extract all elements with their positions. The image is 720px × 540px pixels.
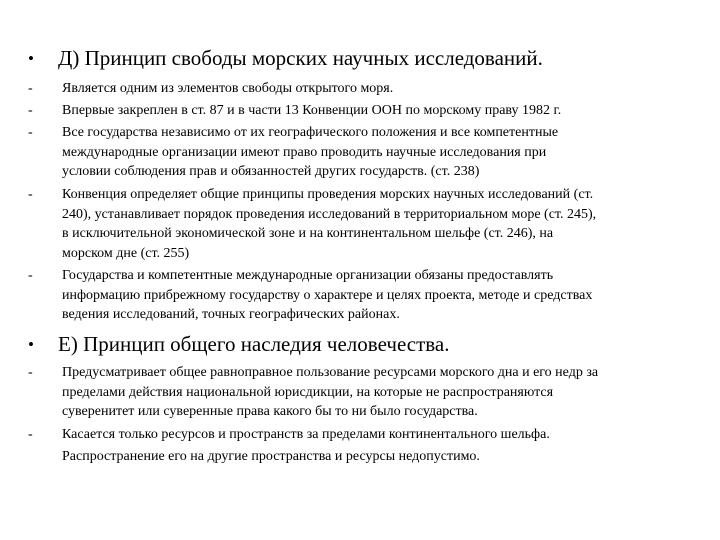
section-d-item-1 bbox=[28, 79, 688, 99]
dash-icon: - bbox=[28, 427, 33, 442]
dash-icon: - bbox=[28, 268, 33, 283]
item-line: Все государства независимо от их географического положения и все компетентные bbox=[62, 125, 559, 140]
item-line: Предусматривает общее равноправное пользование ресурсами морского дна и его недр за bbox=[62, 365, 599, 380]
section-e-closing-line: Распространение его на другие пространства и ресурсы недопустимо. bbox=[62, 449, 480, 464]
section-e-heading bbox=[28, 331, 450, 358]
dash-icon: - bbox=[28, 103, 33, 118]
item-line: морском дне (ст. 255) bbox=[62, 245, 190, 261]
item-line: Касается только ресурсов и пространств за пределами континентального шельфа. bbox=[62, 427, 550, 442]
section-e-heading-text: Е) Принцип общего наследия человечества. bbox=[58, 332, 450, 356]
dash-icon: - bbox=[28, 125, 33, 140]
item-line: 240), устанавливает порядок проведения исследований в территориальном море (ст. 245), bbox=[62, 206, 597, 222]
dash-icon: - bbox=[28, 81, 33, 96]
item-line: международные организации имеют право проводить научные исследования при bbox=[62, 144, 547, 160]
dash-icon: - bbox=[28, 187, 33, 202]
section-d-item-5 bbox=[28, 266, 688, 325]
section-d-heading-text: Д) Принцип свободы морских научных исследований. bbox=[58, 46, 543, 70]
section-d-item-3 bbox=[28, 123, 688, 182]
item-line: Конвенция определяет общие принципы проведения морских научных исследований (ст. bbox=[62, 187, 594, 202]
item-line: суверенитет или суверенные права какого бы то ни было государства. bbox=[62, 404, 478, 420]
section-d-heading bbox=[28, 45, 543, 72]
section-e-item-1 bbox=[28, 363, 688, 422]
item-line: условии соблюдения прав и обязанностей других государств. (ст. 238) bbox=[62, 164, 480, 180]
bullet-icon: • bbox=[28, 49, 34, 68]
item-line: Государства и компетентные международные организации обязаны предоставлять bbox=[62, 268, 554, 283]
item-line: Является одним из элементов свободы открытого моря. bbox=[62, 81, 394, 96]
item-line: пределами действия национальной юрисдикции, на которые не распространяются bbox=[62, 384, 554, 400]
section-d-item-2 bbox=[28, 101, 688, 121]
item-line: Впервые закреплен в ст. 87 и в части 13 Конвенции ООН по морскому праву 1982 г. bbox=[62, 103, 562, 118]
item-line: ведения исследований, точных географических районах. bbox=[62, 307, 400, 323]
bullet-icon: • bbox=[28, 335, 34, 354]
item-line: в исключительной экономической зоне и на континентальном шельфе (ст. 246), на bbox=[62, 226, 554, 242]
section-e-item-2 bbox=[28, 425, 688, 445]
item-line: информацию прибрежному государству о характере и целях проекта, методе и средствах bbox=[62, 287, 593, 303]
dash-icon: - bbox=[28, 365, 33, 380]
section-d-item-4 bbox=[28, 185, 688, 263]
